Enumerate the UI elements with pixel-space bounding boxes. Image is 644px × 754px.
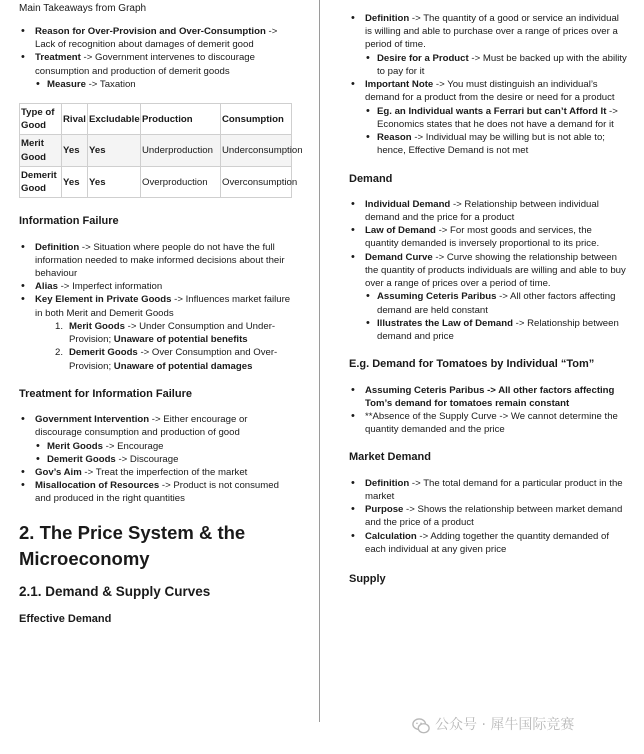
list-item: • Demand Curve -> Curve showing the relationship between the quantity of products individuals are willing and able to buy over a range of prices over a period of time. • Assuming Ceteris Paribus -> All other factors affecting demand are held constant • Illustrates the Law of Demand -> Relationship between demand and price (349, 251, 627, 344)
list-item: • Measure -> Taxation (35, 78, 291, 91)
list-item: • Demerit Goods -> Discourage (35, 453, 291, 466)
table-header: Rival (62, 103, 88, 134)
table-cell: Yes (88, 135, 141, 166)
left-column (19, 0, 303, 627)
demand-list (349, 198, 627, 344)
wechat-icon (412, 717, 430, 735)
list-item: • Treatment -> Government intervenes to discourage consumption and production of demerit goods • Measure -> Taxation (19, 51, 291, 91)
effective-demand-heading: Effective Demand (19, 613, 112, 626)
takeaways-list (19, 25, 291, 91)
list-item: • Assuming Ceteris Paribus -> All other factors affecting Tom’s demand for tomatoes remain constant (349, 384, 627, 410)
table-cell: Overproduction (141, 166, 221, 197)
table-header: Excludable (88, 103, 141, 134)
info-failure-heading: Information Failure (19, 215, 119, 228)
list-item: 2. Demerit Goods -> Over Consumption and Over-Provision; Unaware of potential damages (55, 346, 291, 372)
treatment-heading: Treatment for Information Failure (19, 387, 192, 400)
watermark-text: 公众号 · 犀牛国际竞赛 (435, 717, 575, 734)
list-item: • Law of Demand -> For most goods and services, the quantity demanded is inversely proportional to its price. (349, 224, 627, 250)
list-item: • Definition -> The quantity of a good or service an individual is willing and able to purchase over a range of prices over a period of time. • Desire for a Product -> Must be backed up with the ability to pay for it (349, 12, 627, 78)
demand-heading: Demand (349, 172, 393, 185)
chapter-heading: 2. The Price System & the Microeconomy (19, 521, 246, 569)
column-divider (319, 0, 320, 722)
table-row (20, 135, 292, 166)
table-row (20, 166, 292, 197)
table-cell: Overconsumption (221, 166, 292, 197)
list-item: • Desire for a Product -> Must be backed up with the ability to pay for it (365, 52, 627, 78)
goods-table (19, 103, 303, 198)
list-item: • Government Intervention -> Either encourage or discourage consumption and production of good • Merit Goods -> Encourage • Demerit Goods -> Discourage (19, 413, 291, 466)
table-header-row (20, 103, 292, 134)
takeaways-title: Main Takeaways from Graph (19, 3, 147, 14)
list-item: • Assuming Ceteris Paribus -> All other factors affecting demand are held constant (365, 290, 627, 316)
table-header: Production (141, 103, 221, 134)
table-cell: Yes (62, 166, 88, 197)
table-cell: Yes (62, 135, 88, 166)
table-cell: Underconsumption (221, 135, 292, 166)
watermark (412, 712, 636, 740)
table-cell: Demerit Good (20, 166, 62, 197)
treatment-list (19, 413, 291, 506)
list-item: • Illustrates the Law of Demand -> Relationship between demand and price (365, 317, 627, 343)
list-item: • Purpose -> Shows the relationship between market demand and the price of a product (349, 503, 627, 529)
list-item: • Individual Demand -> Relationship between individual demand and the price for a product (349, 198, 627, 224)
supply-heading: Supply (349, 573, 386, 586)
table-cell: Yes (88, 166, 141, 197)
list-item: • Misallocation of Resources -> Product is not consumed and produced in the right quantities (19, 479, 291, 505)
table-header: Type of Good (20, 103, 62, 134)
list-item: • Gov’s Aim -> Treat the imperfection of the market (19, 466, 291, 479)
numbered-list (55, 320, 291, 373)
tomatoes-heading: E.g. Demand for Tomatoes by Individual “Tom” (349, 358, 595, 371)
section-heading: 2.1. Demand & Supply Curves (19, 584, 211, 600)
list-item: • Calculation -> Adding together the quantity demanded of each individual at any given price (349, 530, 627, 556)
info-failure-list (19, 241, 291, 373)
right-column (349, 0, 627, 587)
table-cell: Merit Good (20, 135, 62, 166)
tomatoes-list (349, 384, 627, 437)
list-item: • Definition -> Situation where people do not have the full information needed to make informed decisions about their behaviour (19, 241, 291, 281)
effective-demand-list (349, 12, 627, 158)
list-item: • **Absence of the Supply Curve -> We cannot determine the quantity demanded and the price (349, 410, 627, 436)
market-demand-list (349, 477, 627, 556)
table-cell: Underproduction (141, 135, 221, 166)
list-item: • Alias -> Imperfect information (19, 280, 291, 293)
list-item: • Important Note -> You must distinguish an individual’s demand for a product from the desire or need for a product • Eg. an Individual wants a Ferrari but can’t Afford It -> Economics states that he does not have a demand for it • Reason -> Individual may be willing but is not able to; hence, Effective Demand is not met (349, 78, 627, 157)
list-item: • Definition -> The total demand for a particular product in the market (349, 477, 627, 503)
list-item: 1. Merit Goods -> Under Consumption and Under-Provision; Unaware of potential benefits (55, 320, 291, 346)
market-demand-heading: Market Demand (349, 451, 431, 464)
list-item: • Reason -> Individual may be willing but is not able to; hence, Effective Demand is not met (365, 131, 627, 157)
list-item: • Key Element in Private Goods -> Influences market failure in both Merit and Demerit Goods 1. Merit Goods -> Under Consumption and Under-Provision; Unaware of potential benefits 2. Demerit Goods -> Over Consumption and Over-Provision; Unaware of potential damages (19, 293, 291, 372)
table-header: Consumption (221, 103, 292, 134)
list-item: • Reason for Over-Provision and Over-Consumption -> Lack of recognition about damages of demerit good (19, 25, 291, 51)
list-item: • Eg. an Individual wants a Ferrari but can’t Afford It -> Economics states that he does not have a demand for it (365, 105, 627, 131)
list-item: • Merit Goods -> Encourage (35, 440, 291, 453)
